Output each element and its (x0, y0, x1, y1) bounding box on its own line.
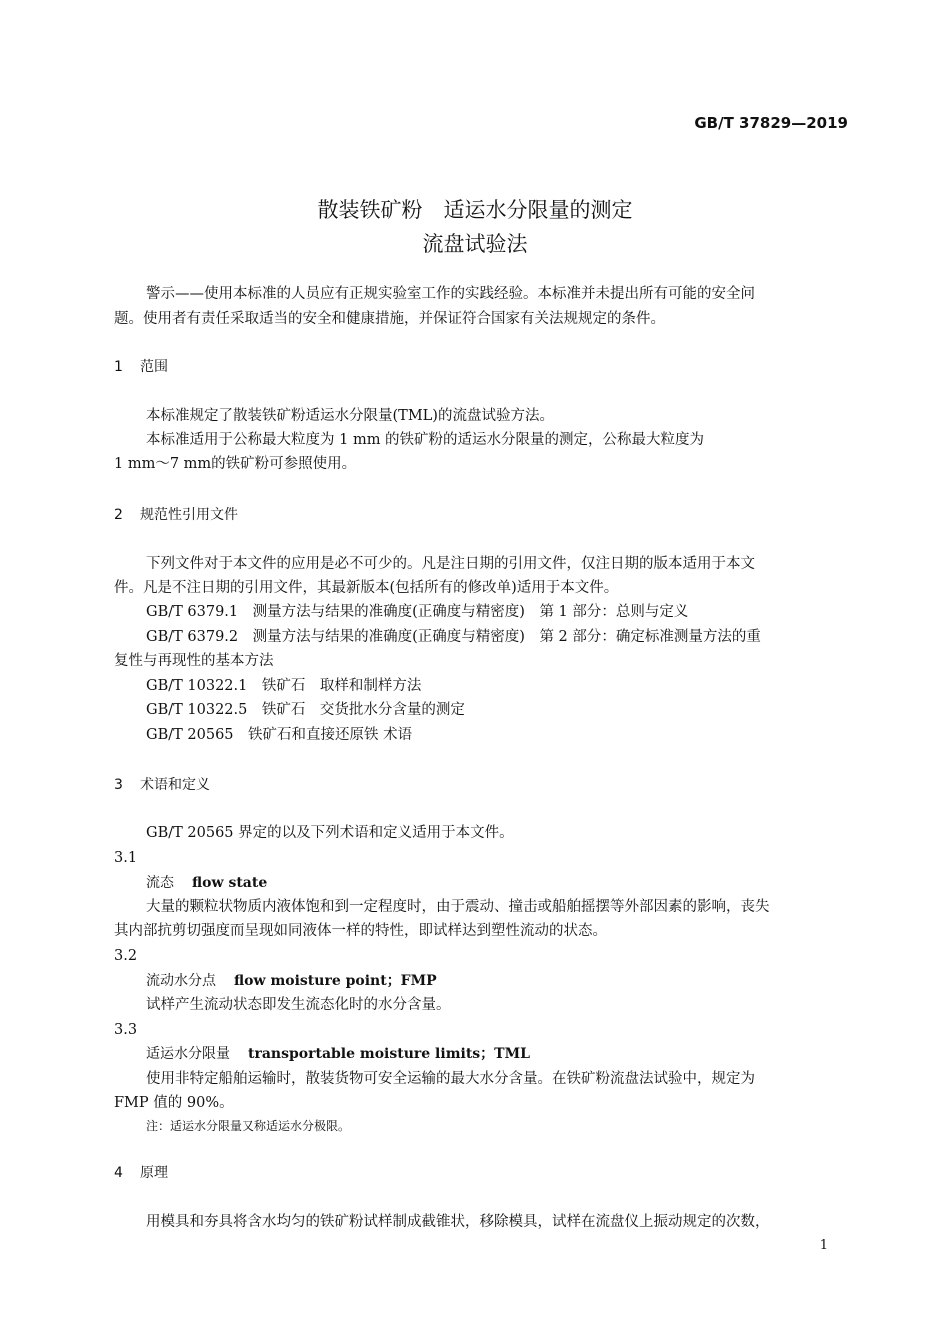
reference-item: GB/T 10322.1 铁矿石 取样和制样方法 (146, 678, 422, 694)
term-definition-continued: FMP 值的 90%。 (114, 1095, 234, 1111)
reference-item: GB/T 10322.5 铁矿石 交货批水分含量的测定 (146, 702, 465, 718)
term-english: flow state (192, 875, 268, 891)
section-2-heading (114, 504, 238, 524)
section-number: 1 (114, 359, 123, 375)
principle-paragraph: 用模具和夯具将含水均匀的铁矿粉试样制成截锥状，移除模具，试样在流盘仪上振动规定的次数， (146, 1214, 770, 1230)
scope-paragraph-1: 本标准规定了散装铁矿粉适运水分限量(TML)的流盘试验方法。 (146, 408, 554, 424)
term-chinese: 流态 (146, 875, 174, 891)
term-definition: 使用非特定船舶运输时，散装货物可安全运输的最大水分含量。在铁矿粉流盘法试验中，规定为 (146, 1071, 755, 1087)
reference-item-continued: 复性与再现性的基本方法 (114, 653, 274, 669)
section-4-heading (114, 1162, 168, 1182)
reference-item: GB/T 6379.1 测量方法与结果的准确度(正确度与精密度) 第 1 部分：总则与定义 (146, 604, 689, 620)
term-chinese: 流动水分点 (146, 973, 216, 989)
warning-line-2: 题。使用者有责任采取适当的安全和健康措施，并保证符合国家有关法规规定的条件。 (114, 311, 665, 327)
warning-line-1: 警示——使用本标准的人员应有正规实验室工作的实践经验。本标准并未提出所有可能的安全问 (146, 286, 755, 302)
term-number: 3.2 (114, 948, 138, 964)
term-english: transportable moisture limits；TML (248, 1046, 530, 1062)
term-note: 注：适运水分限量又称适运水分极限。 (146, 1119, 351, 1133)
section-title: 原理 (140, 1165, 168, 1181)
term-definition: 大量的颗粒状物质内液体饱和到一定程度时，由于震动、撞击或船舶摇摆等外部因素的影响，丧失 (146, 899, 770, 915)
section-3-heading (114, 774, 210, 794)
document-subtitle: 流盘试验法 (422, 232, 528, 256)
term-definition: 试样产生流动状态即发生流态化时的水分含量。 (146, 997, 451, 1013)
page-number: 1 (819, 1238, 828, 1253)
section-number: 3 (114, 777, 123, 793)
references-intro-a: 下列文件对于本文件的应用是必不可少的。凡是注日期的引用文件，仅注日期的版本适用于本文 (146, 556, 755, 572)
term-chinese: 适运水分限量 (146, 1046, 230, 1062)
references-intro-b: 件。凡是不注日期的引用文件，其最新版本(包括所有的修改单)适用于本文件。 (114, 580, 619, 596)
section-title: 术语和定义 (140, 777, 210, 793)
section-1-heading (114, 356, 168, 376)
reference-item: GB/T 20565 铁矿石和直接还原铁 术语 (146, 727, 413, 743)
term-number: 3.3 (114, 1022, 138, 1038)
term-english: flow moisture point；FMP (234, 973, 437, 989)
term-definition-continued: 其内部抗剪切强度而呈现如同液体一样的特性，即试样达到塑性流动的状态。 (114, 923, 607, 939)
section-title: 规范性引用文件 (140, 507, 238, 523)
section-number: 4 (114, 1165, 123, 1181)
term-number: 3.1 (114, 850, 138, 866)
term-heading (146, 872, 267, 892)
document-title: 散装铁矿粉 适运水分限量的测定 (317, 198, 633, 222)
standard-number: GB/T 37829—2019 (694, 114, 848, 132)
scope-paragraph-2a: 本标准适用于公称最大粒度为 1 mm 的铁矿粉的适运水分限量的测定，公称最大粒度为 (146, 432, 705, 448)
section-title: 范围 (140, 359, 168, 375)
term-heading (146, 1043, 530, 1063)
terms-intro: GB/T 20565 界定的以及下列术语和定义适用于本文件。 (146, 825, 514, 841)
reference-item: GB/T 6379.2 测量方法与结果的准确度(正确度与精密度) 第 2 部分：确定标准测量方法的重 (146, 629, 761, 645)
section-number: 2 (114, 507, 123, 523)
term-heading (146, 970, 437, 990)
scope-paragraph-2b: 1 mm～7 mm的铁矿粉可参照使用。 (114, 456, 357, 472)
